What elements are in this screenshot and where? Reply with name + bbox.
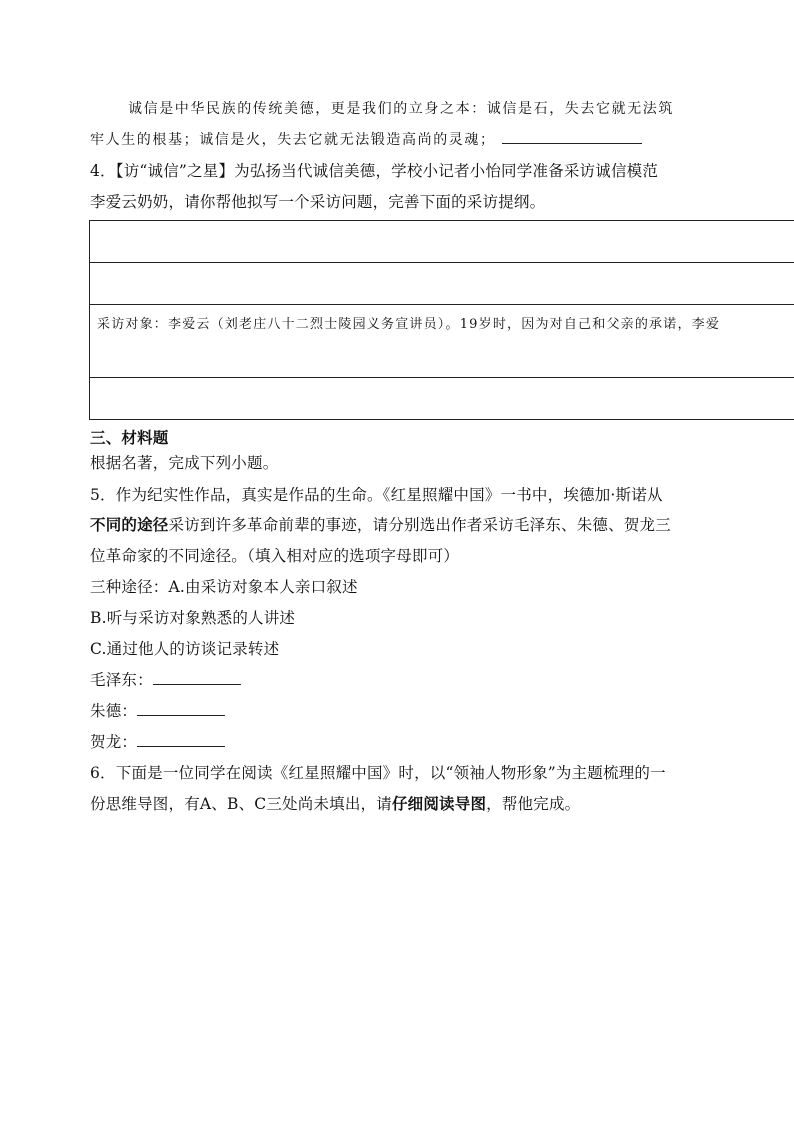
table-bottom-border [90,419,794,420]
honesty-paragraph-line-2 [90,129,642,149]
option-c: C.通过他人的访谈记录转述 [90,640,280,658]
honesty-paragraph-line-1: 诚信是中华民族的传统美德，更是我们的立身之本：诚信是石，失去它就无法筑 [128,101,674,117]
question-4-line-2: 李爱云奶奶，请你帮他拟写一个采访问题，完善下面的采访提纲。 [90,193,546,211]
answer-blank-honesty[interactable] [502,129,642,144]
interview-outline-table [89,220,794,420]
question-5-emphasis: 不同的途径 [90,515,169,534]
honesty-paragraph-line-2-text: 牢人生的根基；诚信是火，失去它就无法锻造高尚的灵魂； [90,132,496,148]
answer-blank-zhu[interactable] [137,701,225,716]
table-row-1[interactable] [90,220,794,221]
answer-mao-label: 毛泽东： [90,671,153,689]
question-6-line-1: 6．下面是一位同学在阅读《红星照耀中国》时，以“领袖人物形象”为主题梳理的一 [90,764,666,782]
table-row-3 [90,304,794,305]
answer-mao [90,668,241,690]
answer-he [90,730,225,752]
section-3-heading: 三、材料题 [90,428,169,447]
answer-blank-mao[interactable] [153,670,241,685]
table-row-2[interactable] [90,262,794,263]
question-5-line-1: 5．作为纪实性作品，真实是作品的生命。《红星照耀中国》一书中，埃德加·斯诺从 [90,486,663,504]
answer-he-label: 贺龙： [90,733,138,751]
answer-blank-he[interactable] [137,732,225,747]
option-b: B.听与采访对象熟悉的人讲述 [90,609,296,627]
question-6-line-2 [90,792,580,814]
section-3-intro: 根据名著，完成下列小题。 [90,454,279,472]
answer-zhu [90,699,225,721]
interview-subject-text: 采访对象：李爱云（刘老庄八十二烈士陵园义务宣讲员）。19岁时，因为对自己和父亲的承诺，李爱 [97,317,721,332]
question-6-line-2-b: ，帮他完成。 [486,795,581,813]
question-5-line-2 [90,513,671,535]
answer-zhu-label: 朱德： [90,702,138,720]
question-5-line-2-text: 采访到许多革命前辈的事迹，请分别选出作者采访毛泽东、朱德、贺龙三 [168,516,671,534]
question-4-line-1: 4．【访“诚信”之星】为弘扬当代诚信美德，学校小记者小怡同学准备采访诚信模范 [90,162,659,180]
option-a: 三种途径：A.由采访对象本人亲口叙述 [90,578,358,596]
table-row-4[interactable] [90,377,794,378]
question-5-line-3: 位革命家的不同途径。（填入相对应的选项字母即可） [90,547,460,565]
question-6-emphasis: 仔细阅读导图 [391,794,487,813]
question-6-line-2-a: 份思维导图，有A、B、C三处尚未填出，请 [90,795,392,813]
